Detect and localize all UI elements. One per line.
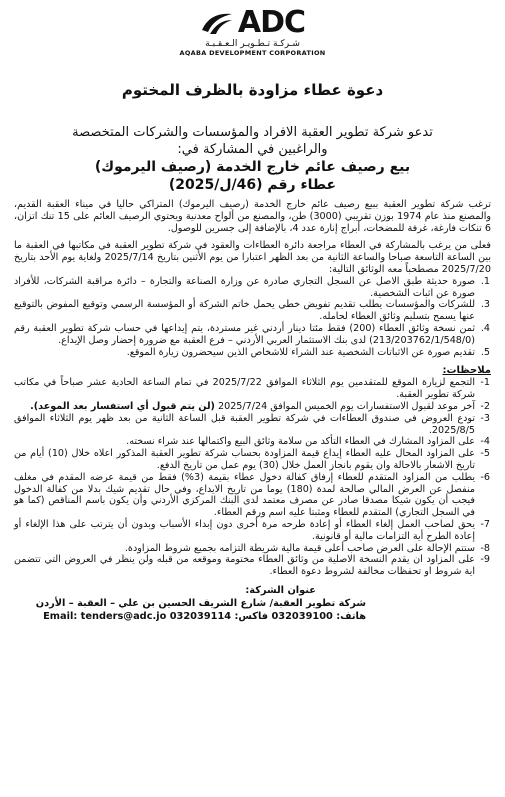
project-title: بيع رصيف عائم خارج الخدمة (رصيف اليرموك) [94, 159, 411, 175]
intro-line-2: والراغبين في المشاركة في: [177, 142, 328, 157]
list-item-text: ثمن نسخة وثائق العطاء (200) فقط مئتا دينار أردني غير مستردة، يتم إيداعها في حساب شركة تطوير العقبة رقم (213/203762/1/548/0) لدى بنك الاستثمار العربي الأردني – فرع العقبة مع ضرورة إحضار وصل الإيداع. [14, 322, 476, 346]
list-item [14, 471, 490, 519]
requirements-list [14, 276, 491, 359]
tender-number: عطاء رقم (46/ل/2025) [168, 177, 337, 193]
list-item-emphasis: (لن يتم قبول أي استفسار بعد الموعد). [30, 400, 215, 412]
list-item-text: آخر موعد لقبول الاستفسارات يوم الخميس الموافق 2025/7/24 [214, 400, 475, 412]
list-item [14, 400, 490, 413]
list-item-number: 2- [480, 400, 490, 412]
page-title: دعوة عطاء مزاودة بالظرف المختوم [121, 81, 384, 99]
list-item-number: 1. [480, 275, 490, 287]
list-item-text: يحق لصاحب العمل إلغاء العطاء أو إعادة طرحه مرة أخرى دون إبداء الأسباب وبدون أن يترتب على هذا الإلغاء أو إعادة الطرح أية التزامات مالية أو قانونية. [14, 518, 475, 542]
intro-line-1: تدعو شركة تطوير العقبة الافراد والمؤسسات والشركات المتخصصة [72, 125, 433, 140]
list-item-number: 5- [480, 448, 490, 460]
list-item-text: التجمع لزيارة الموقع للمتقدمين يوم الثلاثاء الموافق 2025/7/22 في تمام الساعة الحادية عشر صباحاً في مكاتب شركة تطوير العقبة. [14, 377, 475, 401]
list-item-text: يطلب من المزاود المتقدم للعطاء إرفاق كفالة دخول عطاء بقيمة (3%) فقط من قيمة عرضه المقدم في مغلف منفصل عن العرض المالي صالحة لمدة (180) يوما من تاريخ الايداع، وفي حال تقديم شيك بدلا من كفالة الدخول فيجب أن يكون شيكا مصدقا صادر عن مصرف معتمد لدى البنك المركزي الأردني وأن يكون باسم المناقص (كما هو في السجل التجاري) المتقدم للعطاء ومثبتا عليه اسم ورقم العطاء. [14, 471, 475, 519]
list-item-number: 5. [480, 346, 490, 358]
contact-label: عنوان الشركة: [245, 584, 316, 596]
logo-english-name: AQABA DEVELOPMENT CORPORATION [179, 49, 326, 57]
list-item-number: 3- [480, 412, 490, 424]
list-item [14, 448, 490, 472]
logo-swoosh-icon [200, 10, 234, 36]
list-item-number: 7- [480, 518, 490, 530]
list-item-number: 6- [480, 471, 490, 483]
logo-mark [200, 5, 306, 40]
notes-heading: ملاحظات: [442, 365, 491, 377]
list-item-number: 4. [480, 322, 490, 334]
description-paragraph: ترغب شركة تطوير العقبة ببيع رصيف عائم خارج الخدمة (رصيف اليرموك) المتراكي حاليا في ميناء العقبة القديم، والمصنع منذ عام 1974 بوزن تقريبي (3000) طن، والمصنع من ألواح معدنية ويحتوي الرصيف العائم على 15 تنك اتزان، 6 تنكات فارغة، غرفة للمضخات، أبراج إنارة عدد 4، بالإضافة إلى جسرين للوصول. [14, 199, 492, 234]
list-item-text: ستتم الإحالة على العرض صاحب أعلى قيمة مالية شريطة التزامه بجميع شروط المزاودة. [124, 542, 475, 554]
list-item [14, 275, 490, 300]
adc-logo [14, 6, 491, 68]
list-item-text: على المزاود المشارك في العطاء التأكد من سلامة وثائق البيع واكتمالها عند شراء نسخته. [126, 436, 475, 448]
list-item [14, 436, 490, 448]
list-item [14, 346, 490, 359]
list-item-text: للشركات والمؤسسات يطلب تقديم تفويض خطي يحمل خاتم الشركة أو المؤسسة الرسمي وتوقيع المفوض بالتوقيع عنها يسمح بتسليم وثائق العطاء لحامله. [14, 299, 475, 323]
list-item-text: على المزاود المحال عليه العطاء إيداع قيمة المزاودة بحساب شركة تطوير العقبة المذكور اعلاه خلال (10) أيام من تاريخ الاشعار بالاحالة وان يقوم بانجاز العمل خلال (30) يوم عمل من تاريخ الدفع. [14, 448, 476, 471]
company-address: شركة تطوير العقبة/ شارع الشريف الحسين بن علي – العقبة – الأردن [35, 597, 366, 609]
list-item-number: 1- [480, 377, 490, 389]
list-item [14, 377, 490, 401]
list-item-text: على المزاود ان يقدم النسخة الاصلية من وثائق العطاء مختومة وموقعه من قبله ولن ينظر في العروض التي تتضمن اية شروط او تحفظات مخالفة لشروط دعوة العطاء. [14, 554, 475, 578]
list-item-text: صورة حديثة طبق الاصل عن السجل التجاري صادرة عن وزارة الصناعة والتجارة – دائرة مراقبة الشركات، للأفراد صورة عن اثبات الشخصية. [14, 275, 475, 299]
list-item-number: 9- [480, 554, 490, 566]
participation-paragraph: فعلى من يرغب بالمشاركة في العطاء مراجعة دائرة العطاءات والعقود في شركة تطوير العقبة في مكاتبها في العقبة ما بين الساعة التاسعة صباحا والساعة الثانية من بعد الظهر اعتبارا من يوم الأثنين بتاريخ 2025/7/14 ولغاية يوم الأحد بتاريخ 2025/7/20 مصطحباً معه الوثائق التالية: [14, 240, 491, 275]
list-item [14, 542, 490, 555]
list-item-number: 4- [480, 436, 490, 448]
logo-arabic-name: شـركـة تـطـويـر الـعـقـبـة [205, 39, 300, 49]
list-item-number: 3. [480, 299, 490, 311]
phone-fax-email: هاتف: 032039100 فاكس: 032039114 Email: tenders@adc.jo [43, 610, 366, 622]
list-item-text: تقديم صورة عن الاثباتات الشخصية عند الشراء للاشخاص الذين سيحضرون زيارة الموقع. [126, 346, 475, 358]
list-item [14, 554, 490, 578]
list-item-text: تودع العروض في صندوق العطاءات في شركة تطوير العقبة قبل الساعة الثانية من بعد ظهر يوم الثلاثاء الموافق 2025/8/5. [14, 412, 475, 436]
contact-block [14, 584, 491, 623]
notes-list [14, 377, 491, 578]
list-item [14, 322, 490, 347]
list-item [14, 518, 490, 543]
logo-wordmark: ADC [237, 5, 306, 40]
list-item-number: 8- [480, 542, 490, 554]
list-item [14, 412, 490, 437]
list-item [14, 299, 490, 323]
